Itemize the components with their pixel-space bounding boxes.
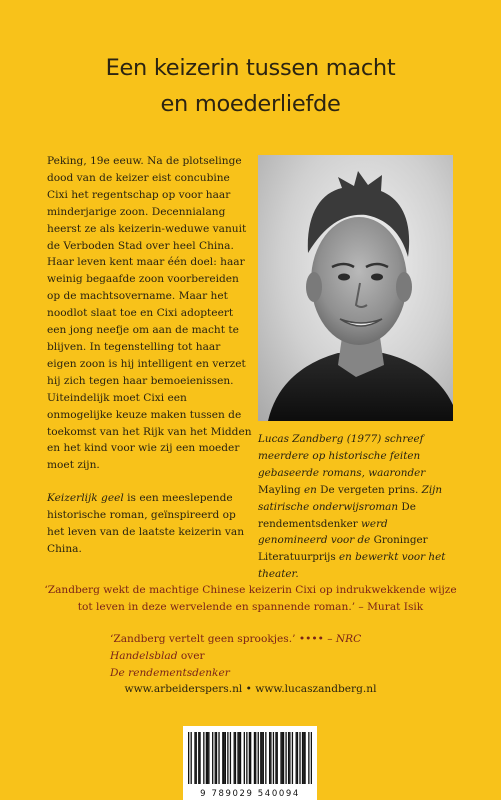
barcode-bar bbox=[255, 732, 256, 784]
nrc-quote-text: ‘Zandberg vertelt geen sprookjes.’ bbox=[110, 633, 296, 645]
barcode-bar bbox=[292, 732, 293, 784]
nrc-over: over bbox=[177, 650, 205, 662]
barcode-bar bbox=[304, 732, 305, 784]
barcode-bars bbox=[188, 732, 312, 784]
barcode-bar bbox=[212, 732, 213, 784]
bio-book-rendementsdenker: De rendementsdenker bbox=[258, 500, 416, 530]
bio-text-1: Lucas Zandberg (1977) schreef meerdere op historische feiten gebaseerde romans, waaronder bbox=[258, 433, 426, 479]
bio-book-vergeten-prins: De vergeten prins bbox=[320, 483, 416, 496]
barcode-bar bbox=[250, 732, 251, 784]
barcode-bar bbox=[218, 732, 219, 784]
bio-book-mayling: Mayling bbox=[258, 483, 301, 496]
nrc-dash: – bbox=[323, 633, 336, 645]
book-blurb bbox=[47, 153, 252, 558]
blurb-paragraph-2-text: is een meeslepende historische roman, geïnspireerd op het leven van de laatste keizerin van China. bbox=[47, 492, 245, 555]
bio-text-2: en bbox=[300, 483, 321, 496]
barcode-bar bbox=[207, 732, 208, 784]
barcode-bar bbox=[277, 732, 278, 784]
barcode-bar bbox=[199, 732, 200, 784]
barcode-bar bbox=[191, 732, 192, 784]
barcode-bar bbox=[216, 732, 217, 784]
barcode-bar bbox=[302, 732, 303, 784]
barcode-bar bbox=[188, 732, 189, 784]
barcode-bar bbox=[296, 732, 297, 784]
barcode-bar bbox=[240, 732, 241, 784]
cover-tagline bbox=[0, 50, 501, 122]
barcode-bar bbox=[269, 732, 270, 784]
barcode-bar bbox=[206, 732, 207, 784]
rating-stars: •••• bbox=[298, 633, 324, 645]
review-quote-nrc bbox=[110, 631, 410, 682]
bio-text-4: werd genomineerd voor de bbox=[258, 517, 388, 547]
barcode-bar bbox=[196, 732, 197, 784]
barcode-bar bbox=[263, 732, 264, 784]
barcode-bar bbox=[289, 732, 290, 784]
barcode-bar bbox=[311, 732, 312, 784]
author-bio bbox=[258, 431, 458, 583]
barcode-bar bbox=[270, 732, 271, 784]
bio-text-5: en bewerkt voor het theater. bbox=[258, 551, 446, 581]
book-title: Keizerlijk geel bbox=[47, 492, 124, 505]
barcode-bar bbox=[308, 732, 309, 784]
isbn-barcode bbox=[183, 726, 317, 800]
barcode-bar bbox=[275, 732, 276, 784]
barcode-bar bbox=[244, 732, 245, 784]
barcode-bar bbox=[246, 732, 247, 784]
barcode-bar bbox=[203, 732, 204, 784]
barcode-bar bbox=[273, 732, 274, 784]
barcode-bar bbox=[225, 732, 226, 784]
author-portrait-image bbox=[258, 155, 453, 421]
barcode-bar bbox=[237, 732, 238, 784]
bio-prize: Groninger Literatuurprijs bbox=[258, 534, 428, 564]
barcode-bar bbox=[297, 732, 298, 784]
author-photo bbox=[258, 155, 453, 421]
barcode-bar bbox=[283, 732, 284, 784]
publisher-urls: www.arbeiderspers.nl • www.lucaszandberg.nl bbox=[124, 683, 377, 695]
barcode-bar bbox=[198, 732, 199, 784]
barcode-bar bbox=[282, 732, 283, 784]
barcode-bar bbox=[288, 732, 289, 784]
barcode-bar bbox=[239, 732, 240, 784]
barcode-bar bbox=[215, 732, 216, 784]
barcode-bar bbox=[261, 732, 262, 784]
tagline-line-1: Een keizerin tussen macht bbox=[105, 55, 396, 81]
review-quote-isik: ‘Zandberg wekt de machtige Chinese keizerin Cixi op indrukwekkende wijze tot leven in deze wervelende en spannende roman.’ – Murat Isik bbox=[44, 584, 457, 613]
isbn-number: 9 789029 540094 bbox=[200, 789, 300, 799]
nrc-reviewed-title: De rendementsdenker bbox=[110, 667, 230, 679]
barcode-bar bbox=[265, 732, 266, 784]
barcode-bar bbox=[227, 732, 228, 784]
barcode-bar bbox=[223, 732, 224, 784]
barcode-bar bbox=[285, 732, 286, 784]
blurb-paragraph-1: Peking, 19e eeuw. Na de plotselinge dood van de keizer eist concubine Cixi het regentschap op voor haar minderjarige zoon. Decennialang heerst ze als keizerin-weduwe vanuit de Verboden Stad over heel China. Haar leven kent maar één doel: haar weinig begaafde zoon voorbereiden op de machtsovername. Maar het noodlot slaat toe en Cixi adopteert een jong neefje om aan de macht te blijven. In tegenstelling tot haar eigen zoon is hij intelligent en verzet hij zich tegen haar bemoeienissen. Uiteindelijk moet Cixi een onmogelijke keuze maken tussen de toekomst van het Rijk van het Midden en het kind voor wie zij een moeder moet zijn. bbox=[47, 155, 252, 472]
barcode-bar bbox=[280, 732, 281, 784]
barcode-bar bbox=[234, 732, 235, 784]
bio-text-3: . Zijn satirische onderwijsroman bbox=[258, 483, 443, 513]
barcode-bar bbox=[230, 732, 231, 784]
barcode-bar bbox=[303, 732, 304, 784]
barcode-bar bbox=[194, 732, 195, 784]
blurb-paragraph-2 bbox=[47, 490, 252, 558]
tagline-line-2: en moederliefde bbox=[160, 91, 341, 117]
barcode-bar bbox=[254, 732, 255, 784]
nrc-source: NRC Handelsblad bbox=[110, 633, 362, 662]
barcode-bar bbox=[260, 732, 261, 784]
barcode-bar bbox=[222, 732, 223, 784]
barcode-bar bbox=[235, 732, 236, 784]
barcode-bar bbox=[249, 732, 250, 784]
barcode-bar bbox=[299, 732, 300, 784]
barcode-bar bbox=[208, 732, 209, 784]
barcode-bar bbox=[258, 732, 259, 784]
